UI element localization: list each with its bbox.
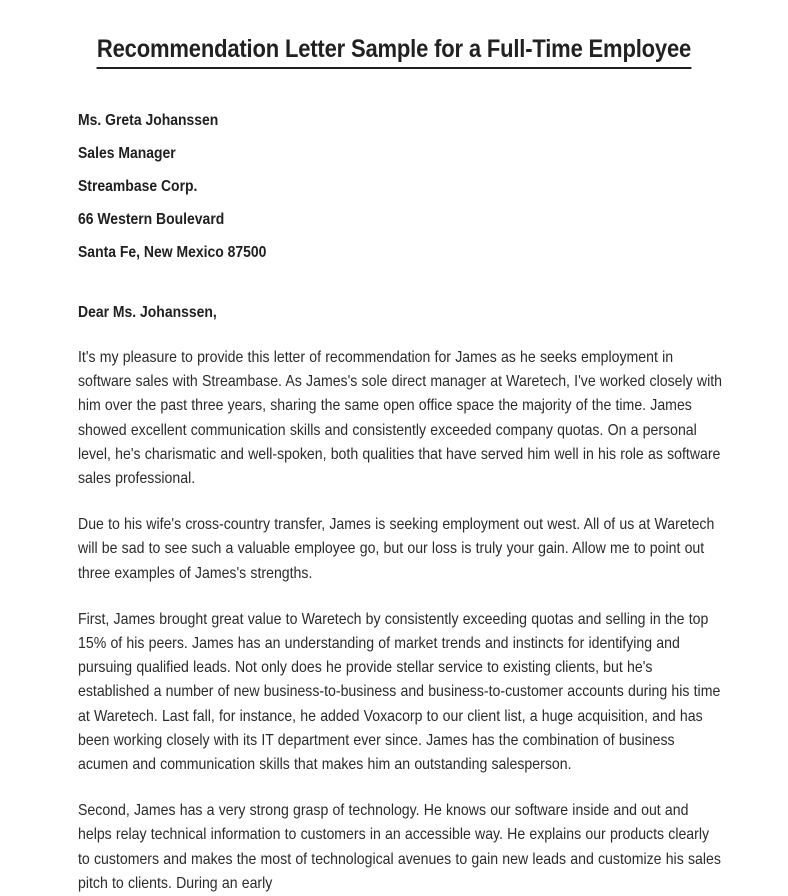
- salutation: Dear Ms. Johanssen,: [78, 304, 217, 321]
- recipient-street: 66 Western Boulevard: [78, 211, 225, 228]
- paragraph-1: It's my pleasure to provide this letter of recommendation for James as he seeks employment in software sales with Streambase. As James's sole direct manager at Waretech, I've worked closely with him over the past three years, sharing the same open office space the majority of the time. James showed excellent communication skills and consistently exceeded company quotas. On a personal level, he's charismatic and well-spoken, both qualities that have served him well in his role as software sales professional.: [78, 349, 722, 488]
- page-title-text: Recommendation Letter Sample for a Full-Time Employee: [97, 34, 691, 69]
- letter-body: [0, 111, 788, 896]
- paragraph-2: Due to his wife's cross-country transfer, James is seeking employment out west. All of us at Waretech will be sad to see such a valuable employee go, but our loss is truly your gain. Allow me to point out three examples of James's strengths.: [78, 516, 715, 582]
- recipient-company: Streambase Corp.: [78, 178, 198, 195]
- recipient-city-state-zip: Santa Fe, New Mexico 87500: [78, 244, 267, 261]
- recipient-job-title: Sales Manager: [78, 145, 176, 162]
- recipient-address-block: [78, 111, 722, 262]
- paragraph-3: First, James brought great value to Waretech by consistently exceeding quotas and selling in the top 15% of his peers. James has an understanding of market trends and instincts for identifying and pursuing qualified leads. Not only does he provide stellar service to existing clients, but he's established a number of new business-to-business and business-to-customer accounts during his time at Waretech. Last fall, for instance, he added Voxacorp to our client list, a huge acquisition, and has been working closely with its IT department ever since. James has the combination of business acumen and communication skills that makes him an outstanding salesperson.: [78, 610, 721, 774]
- page-title: [47, 0, 740, 69]
- paragraph-4: Second, James has a very strong grasp of technology. He knows our software inside and out and helps relay technical information to customers in an accessible way. He explains our products clearly to customers and makes the most of technological avenues to gain new leads and customize his sales pitch to clients. During an early: [78, 802, 721, 892]
- recipient-name: Ms. Greta Johanssen: [78, 112, 219, 129]
